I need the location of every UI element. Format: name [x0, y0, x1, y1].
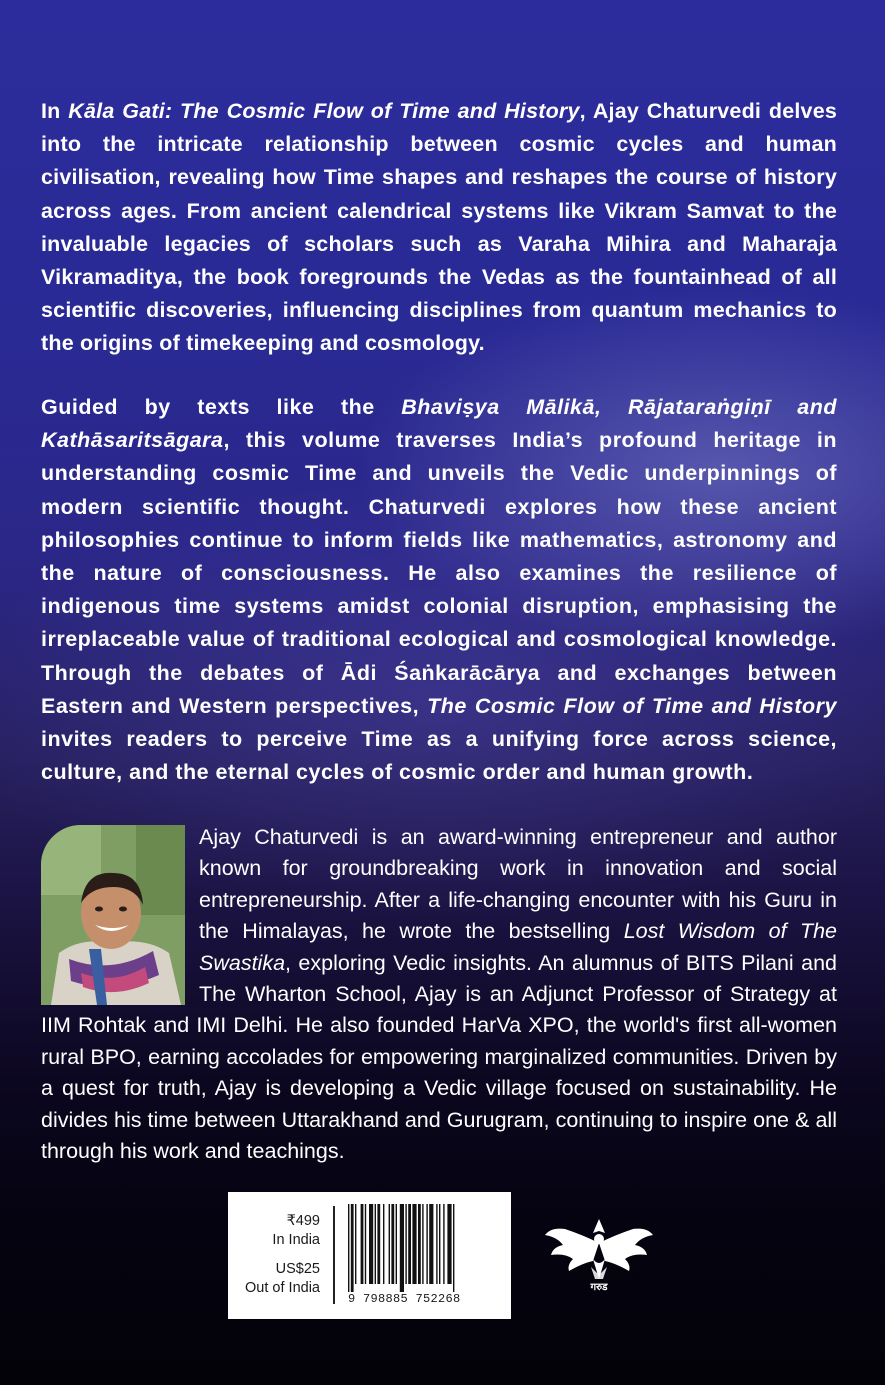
blurb-2-lead: Guided by texts like the: [41, 395, 402, 419]
barcode-bar: [412, 1204, 416, 1284]
barcode-bar: [426, 1204, 427, 1284]
barcode-bar: [396, 1204, 397, 1284]
barcode-bar: [429, 1204, 433, 1284]
price-block: [234, 1212, 320, 1298]
barcode-bar: [361, 1204, 364, 1284]
blurb-paragraph-1: [41, 95, 837, 361]
india-price: ₹499: [286, 1213, 320, 1229]
barcode-bar: [355, 1204, 356, 1284]
barcode-bar: [351, 1204, 354, 1292]
intl-price: US$25: [275, 1261, 320, 1277]
barcode-bar: [375, 1204, 376, 1284]
isbn-barcode: [348, 1204, 498, 1292]
barcode-bar: [408, 1204, 411, 1284]
intl-label: Out of India: [245, 1280, 320, 1296]
blurb-2-middle: , this volume traverses India’s profound heritage in understanding cosmic Time and unveils the Vedic underpinnings of modern scientific thought. Chaturvedi explores how these ancient philosophies continue to inform fields like mathematics, astronomy and the nature of consciousness. He also examines the resilience of indigenous time systems amidst colonial disruption, emphasising the irreplaceable value of traditional ecological and cosmological knowledge. Through the debates of Ādi Śaṅkarācārya and exchanges between Eastern and Western perspectives,: [41, 428, 837, 718]
book-subtitle-italic: The Cosmic Flow of Time and History: [427, 693, 837, 718]
barcode-panel: [228, 1192, 511, 1319]
barcode-bar: [348, 1204, 349, 1292]
blurb-1-rest: , Ajay Chaturvedi delves into the intricate relationship between cosmic cycles and human civilisation, revealing how Time shapes and reshapes the course of history across ages. From ancient calendrical systems like Vikram Samvat to the invaluable legacies of scholars such as Varaha Mihira and Maharaja Vikramaditya, the book foregrounds the Vedas as the fountainhead of all scientific discoveries, influencing disciplines from quantum mechanics to the origins of timekeeping and cosmology.: [41, 99, 838, 356]
isbn-number: 9 798885 752268: [348, 1292, 461, 1306]
source-texts-italic: Bhaviṣya Mālikā, Rājataraṅgiṇī and Kathāsaritsāgara: [41, 395, 837, 453]
barcode-bar: [443, 1204, 444, 1284]
price-divider: [333, 1206, 335, 1304]
barcode-bar: [391, 1204, 394, 1284]
barcode-bar: [422, 1204, 423, 1284]
barcode-bar: [369, 1204, 373, 1284]
author-portrait-illustration: [41, 825, 185, 1005]
barcode-bar: [405, 1204, 406, 1284]
india-label: In India: [272, 1232, 320, 1248]
barcode-bar: [447, 1204, 451, 1284]
blurb-2-rest: invites readers to perceive Time as a unifying force across science, culture, and the eternal cycles of cosmic order and human growth.: [41, 727, 837, 785]
barcode-bar: [383, 1204, 384, 1284]
previous-book-title: Lost Wisdom of The Swastika: [199, 919, 838, 975]
barcode-bar: [400, 1204, 404, 1292]
blurb-paragraph-2: [41, 391, 837, 789]
author-photo: [41, 825, 185, 1005]
bio-rest: , exploring Vedic insights. An alumnus of BITS Pilani and The Wharton School, Ajay is an Adjunct Professor of Strategy at IIM Rohtak and IMI Delhi. He also founded HarVa XPO, the world's first all-women rural BPO, earning accolades for empowering marginalized communities. Driven by a quest for truth, Ajay is developing a Vedic village focused on sustainability. He divides his time between Uttarakhand and Gurugram, continuing to inspire one & all through his work and teachings.: [41, 950, 837, 1164]
barcode-bar: [418, 1204, 421, 1284]
bio-lead: Ajay Chaturvedi is an award-winning entrepreneur and author known for groundbreaking work in innovation and social entrepreneurship. After a life-changing encounter with his Guru in the Himalayas, he wrote the bestselling: [199, 825, 837, 944]
barcode-bar: [436, 1204, 437, 1284]
author-bio: [41, 822, 837, 1167]
book-title-italic: Kāla Gati: The Cosmic Flow of Time and History: [68, 99, 580, 123]
barcode-bar: [365, 1204, 366, 1284]
publisher-name: गरुड: [590, 1282, 608, 1293]
barcode-bar: [439, 1204, 440, 1284]
blurb-1-lead: In: [41, 99, 69, 123]
barcode-bar: [389, 1204, 390, 1284]
barcode-bar: [377, 1204, 380, 1284]
barcode-bar: [453, 1204, 454, 1292]
